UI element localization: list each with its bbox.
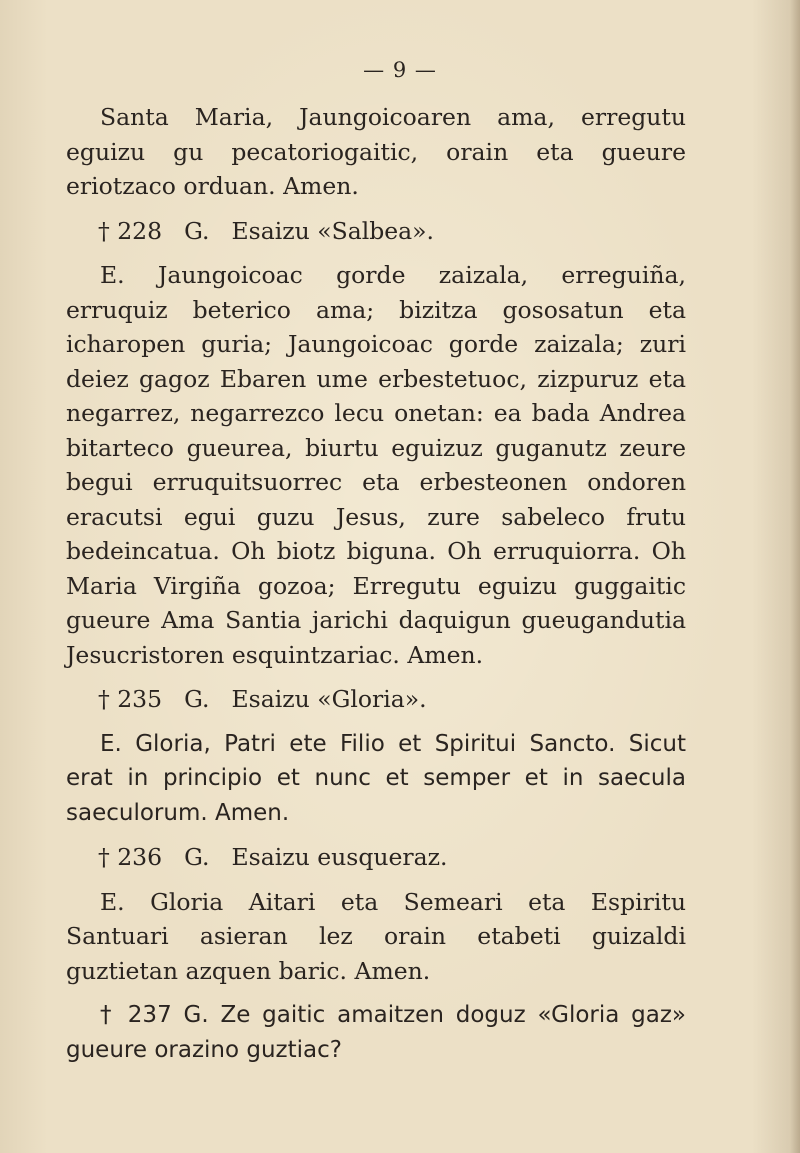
paragraph-gloria-latin: E. Gloria, Patri ete Filio et Spiritui Sancto. Sicut erat in principio et nunc et semper et in saecula saeculorum. Amen. xyxy=(66,730,686,826)
item-question: Esaizu eusqueraz. xyxy=(231,843,448,871)
item-question: Esaizu «Gloria». xyxy=(231,685,427,713)
item-label: G. xyxy=(184,216,210,245)
page-edge-shadow xyxy=(790,0,800,1153)
item-question: Esaizu «Salbea». xyxy=(231,216,435,245)
paragraph-salbea: E. Jaungoicoac gorde zaizala, erreguiña, erruquiz beterico ama; bizitza gososatun eta icharopen guria; Jaungoicoac gorde zaizala; zuri deiez gagoz Ebaren ume erbestetuoc, zizpuruz eta negarrez, negarrezco lecu onetan: ea bada Andrea bitarteco gueurea, biurtu eguizuz guganutz zeure begui erruquitsuorrec eta erbesteonen ondoren eracutsi egui guzu Jesus, zure sabeleco frutu bedeincatua. Oh biotz biguna. Oh erruquiorra. Oh Maria Virgiña gozoa; Erregutu eguizu guggaitic gueure Ama Santia jarichi daquigun gueugandutia Jesucristoren esquintzariac. Amen. xyxy=(66,261,686,669)
paragraph-ave-maria-ending: Santa Maria, Jaungoicoaren ama, erregutu eguizu gu pecatoriogaitic, orain eta gueure eriotzaco orduan. Amen. xyxy=(66,103,686,200)
item-number: † 228 xyxy=(98,216,163,245)
heading-237-question: † 237 G. Ze gaitic amaitzen doguz «Gloria gaz» gueure orazino guztiac? xyxy=(66,1002,686,1063)
paragraph-gloria-basque: E. Gloria Aitari eta Semeari eta Espiritu Santuari asieran lez orain etabeti guizaldi guztietan azquen baric. Amen. xyxy=(66,887,686,985)
item-number: † 236 xyxy=(98,843,163,871)
heading-228 xyxy=(66,214,686,249)
heading-235 xyxy=(66,682,686,717)
page-number: — 9 — xyxy=(363,58,437,82)
item-number: † 235 xyxy=(98,685,163,713)
item-label: G. xyxy=(184,843,210,871)
item-label: G. xyxy=(184,685,210,713)
text-block xyxy=(66,100,686,1067)
heading-236 xyxy=(66,840,686,875)
